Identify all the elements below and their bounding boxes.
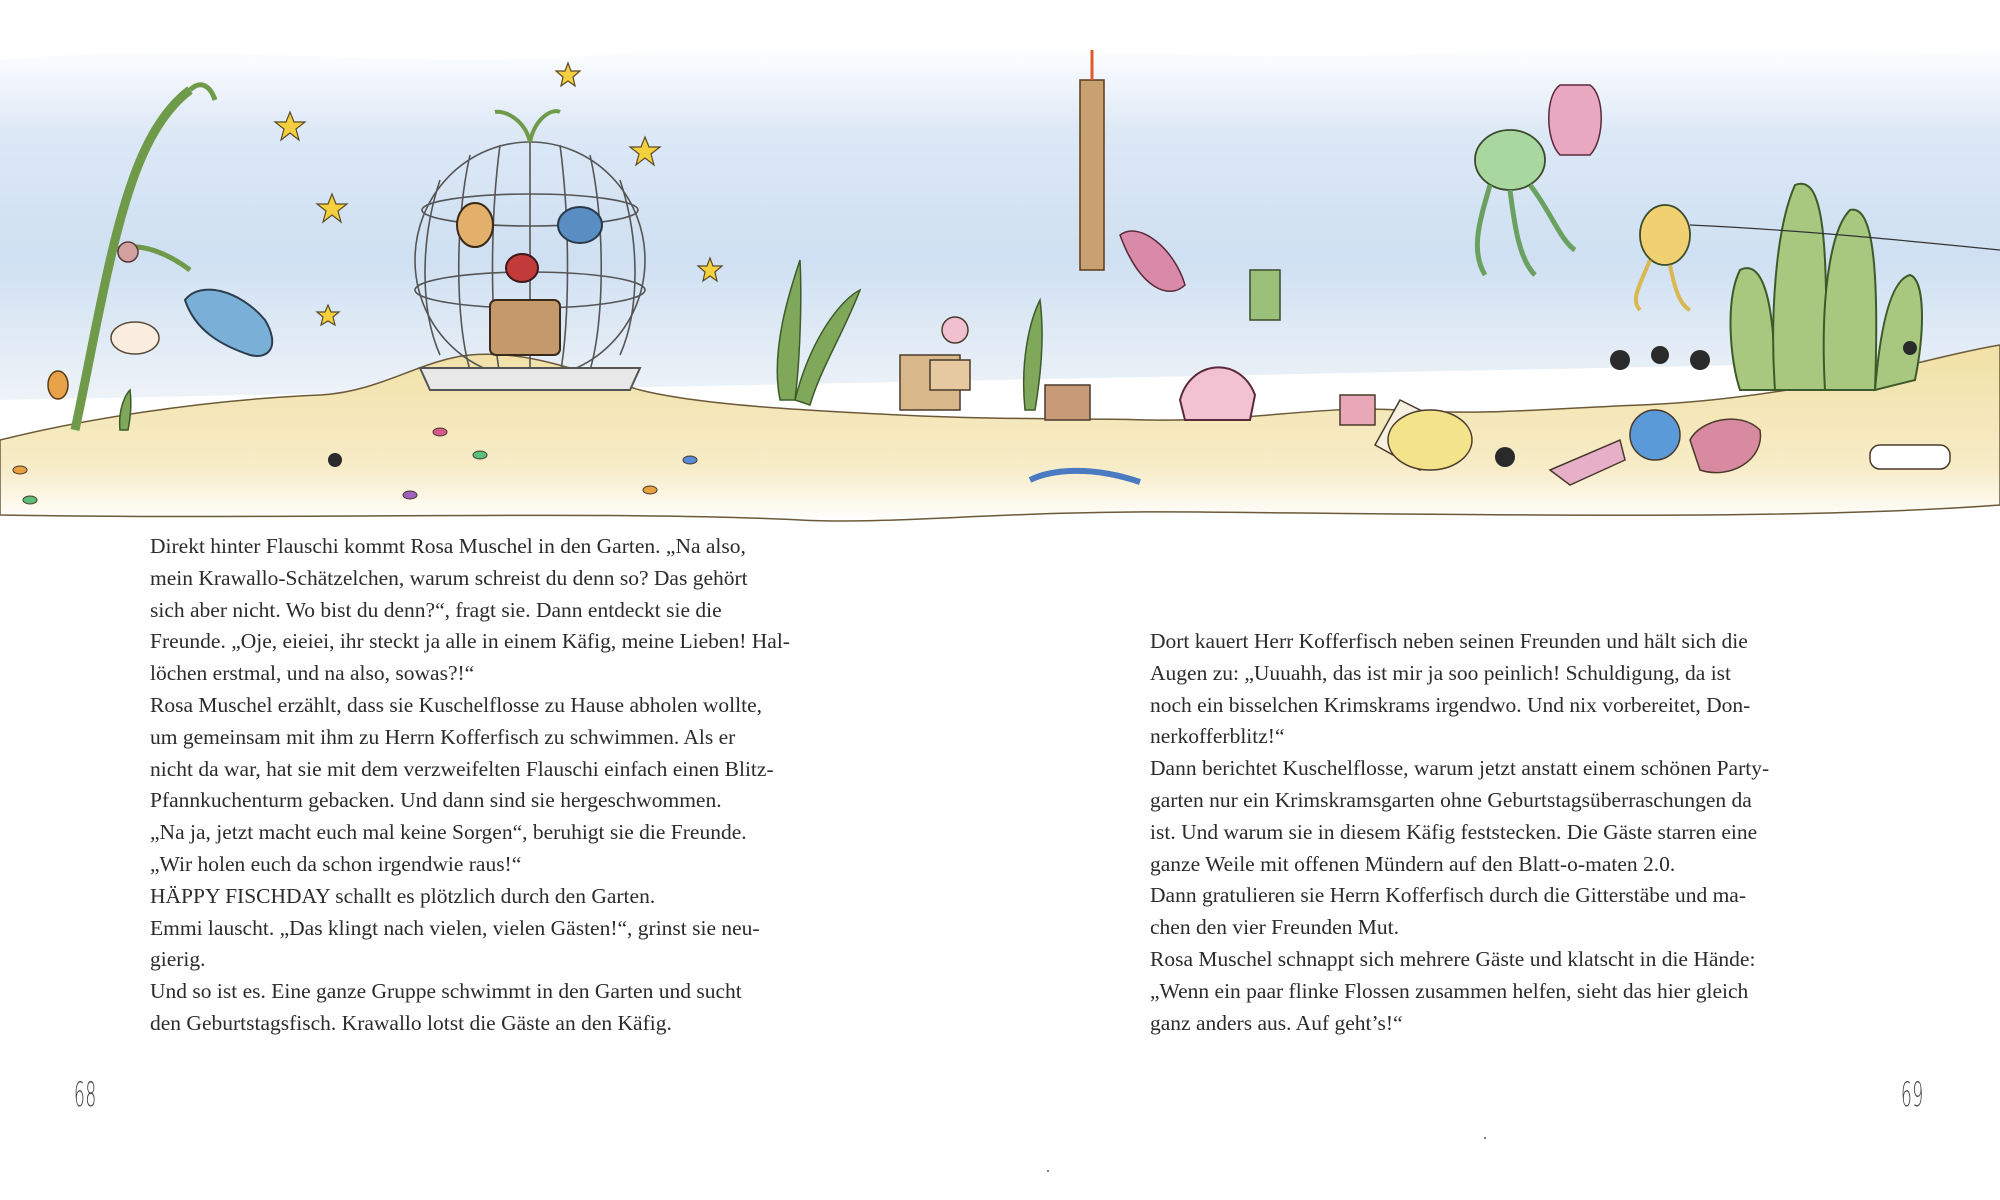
text-line: sich aber nicht. Wo bist du denn?“, fragt sie. Dann entdeckt sie die <box>150 597 722 622</box>
text-line: „Wir holen euch da schon irgendwie raus!“ <box>150 851 522 876</box>
text-line: den Geburtstagsfisch. Krawallo lotst die Gäste an den Käfig. <box>150 1010 672 1035</box>
text-line: nicht da war, hat sie mit dem verzweifelten Flauschi einfach einen Blitz- <box>150 756 774 781</box>
left-page-text <box>150 531 790 1040</box>
page-number-left: 68 <box>74 1075 97 1115</box>
text-line: Dort kauert Herr Kofferfisch neben seinen Freunden und hält sich die <box>1150 629 1748 653</box>
pink-vase <box>1549 85 1602 155</box>
text-line: Freunde. „Oje, eieiei, ihr steckt ja alle in einem Käfig, meine Lieben! Hal- <box>150 629 790 654</box>
cage-base <box>420 368 640 390</box>
text-line: ist. Und warum sie in diesem Käfig feststecken. Die Gäste starren eine <box>1150 819 1758 844</box>
text-line: noch ein bisselchen Krimskrams irgendwo. Und nix vorbereitet, Don- <box>1150 692 1751 717</box>
print-speck <box>1484 1137 1486 1139</box>
print-speck <box>1047 1170 1049 1172</box>
text-line: Direkt hinter Flauschi kommt Rosa Muschel in den Garten. „Na also, <box>150 534 746 558</box>
orange-pod <box>48 371 68 399</box>
right-page-text <box>1150 626 1769 1039</box>
text-line: löchen erstmal, und na also, sowas?!“ <box>150 661 475 686</box>
text-line: chen den vier Freunden Mut. <box>1150 915 1399 940</box>
text-line: Pfannkuchenturm gebacken. Und dann sind sie hergeschwommen. <box>150 788 722 813</box>
text-line: nerkofferblitz!“ <box>1150 724 1285 749</box>
text-line: Rosa Muschel erzählt, dass sie Kuschelflosse zu Hause abholen wollte, <box>150 692 762 717</box>
text-line: Rosa Muschel schnappt sich mehrere Gäste und klatscht in die Hände: <box>1150 946 1756 971</box>
text-line: garten nur ein Krimskramsgarten ohne Geburtstagsüberraschungen da <box>1150 787 1752 812</box>
text-line: ganz anders aus. Auf geht’s!“ <box>1150 1010 1403 1035</box>
cloud-creature <box>111 322 159 354</box>
text-line: Augen zu: „Uuuahh, das ist mir ja soo peinlich! Schuldigung, da ist <box>1150 660 1732 685</box>
snail-shell <box>118 242 138 262</box>
green-gift-box <box>1250 270 1280 320</box>
text-line: Dann gratulieren sie Herrn Kofferfisch durch die Gitterstäbe und ma- <box>1150 883 1747 908</box>
underwater-garden-illustration <box>0 0 2000 540</box>
text-line: mein Krawallo-Schätzelchen, warum schreist du denn so? Das gehört <box>150 565 748 590</box>
pancake-tower <box>1080 50 1104 270</box>
text-line: „Na ja, jetzt macht euch mal keine Sorgen“, beruhigt sie die Freunde. <box>150 820 747 845</box>
text-line: Und so ist es. Eine ganze Gruppe schwimmt in den Garten und sucht <box>150 979 742 1004</box>
sky-wash <box>0 45 2000 400</box>
text-line: gierig. <box>150 947 206 972</box>
text-line: um gemeinsam mit ihm zu Herrn Kofferfisch zu schwimmen. Als er <box>150 724 736 749</box>
text-line: Emmi lauscht. „Das klingt nach vielen, vielen Gästen!“, grinst sie neu- <box>150 915 760 940</box>
text-line: HÄPPY FISCHDAY schallt es plötzlich durch den Garten. <box>150 883 656 908</box>
text-line: „Wenn ein paar flinke Flossen zusammen helfen, sieht das hier gleich <box>1150 978 1749 1003</box>
text-line: Dann berichtet Kuschelflosse, warum jetzt anstatt einem schönen Party- <box>1150 756 1770 781</box>
page-number-right: 69 <box>1901 1075 1924 1115</box>
text-line: ganze Weile mit offenen Mündern auf den Blatt-o-maten 2.0. <box>1150 851 1676 876</box>
